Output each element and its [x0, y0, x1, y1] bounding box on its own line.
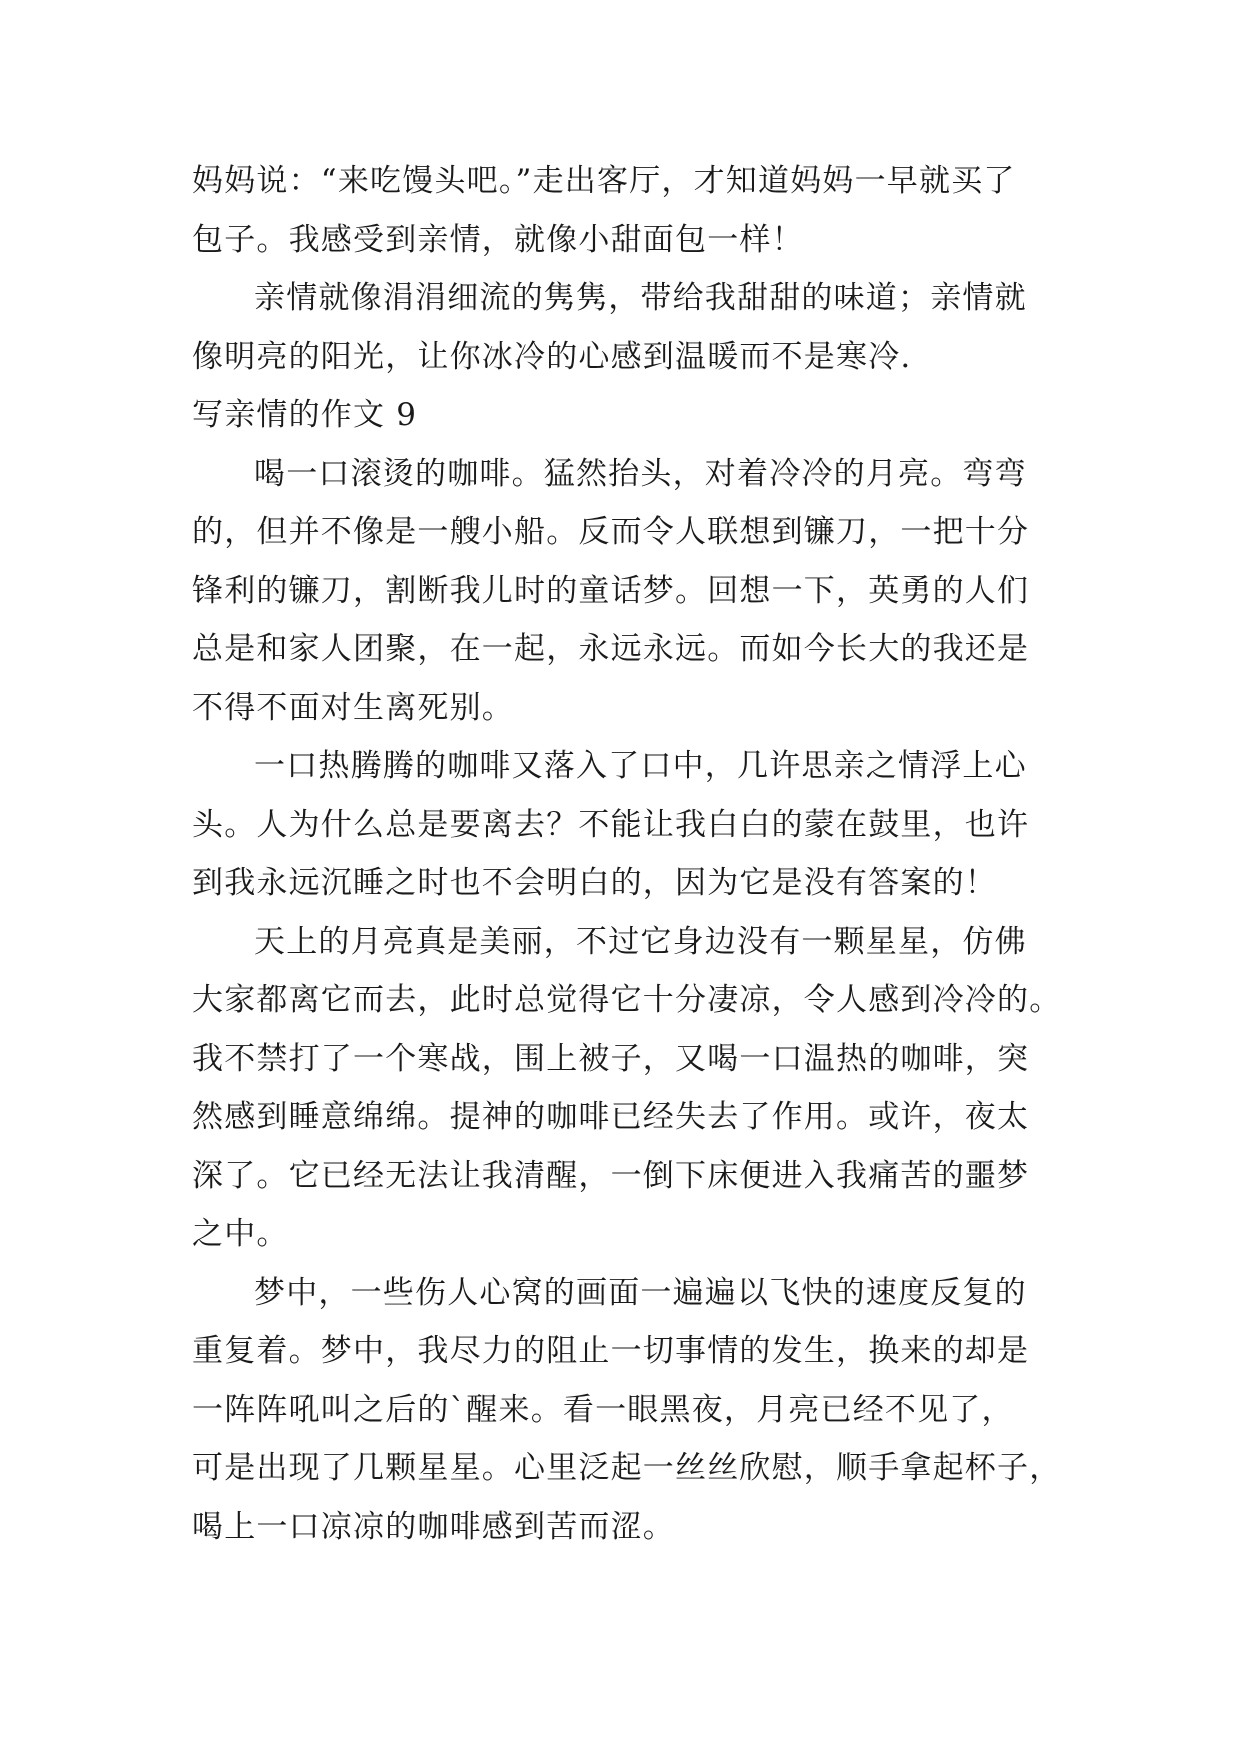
- text-line: 总是和家人团聚，在一起，永远永远。而如今长大的我还是: [192, 631, 1030, 667]
- text-line: 不得不面对生离死别。: [192, 689, 514, 726]
- text-line: 亲情就像涓涓细流的隽隽，带给我甜甜的味道；亲情就: [254, 280, 1027, 316]
- text-line: 之中。: [192, 1216, 289, 1252]
- text-line: 的，但并不像是一艘小船。反而令人联想到镰刀，一把十分: [192, 514, 1030, 550]
- text-line: 然感到睡意绵绵。提神的咖啡已经失去了作用。或许，夜太: [192, 1099, 1030, 1135]
- text-line: 包子。我感受到亲情，就像小甜面包一样！: [192, 221, 804, 258]
- document-body: [192, 152, 1062, 1556]
- text-line: 我不禁打了一个寒战，围上被子，又喝一口温热的咖啡，突: [192, 1040, 1030, 1077]
- text-line: 锋利的镰刀，割断我儿时的童话梦。回想一下，英勇的人们: [192, 572, 1030, 609]
- text-line: 像明亮的阳光，让你冰冷的心感到温暖而不是寒冷.: [192, 338, 912, 375]
- text-line: 头。人为什么总是要离去？不能让我白白的蒙在鼓里，也许: [192, 806, 1030, 843]
- text-line: 一阵阵吼叫之后的`醒来。看一眼黑夜，月亮已经不见了，: [192, 1391, 1014, 1428]
- text-line: 到我永远沉睡之时也不会明白的，因为它是没有答案的！: [192, 865, 997, 901]
- text-line: 天上的月亮真是美丽，不过它身边没有一颗星星，仿佛: [254, 923, 1027, 960]
- text-line: 可是出现了几颗星星。心里泛起一丝丝欣慰，顺手拿起杯子，: [192, 1450, 1062, 1486]
- text-line: 大家都离它而去，此时总觉得它十分凄凉，令人感到冷冷的。: [192, 982, 1062, 1018]
- text-line: 重复着。梦中，我尽力的阻止一切事情的发生，换来的却是: [192, 1333, 1030, 1369]
- section-heading: 写亲情的作文 9: [192, 397, 418, 433]
- text-line: 一口热腾腾的咖啡又落入了口中，几许思亲之情浮上心: [254, 748, 1027, 784]
- text-line: 深了。它已经无法让我清醒，一倒下床便进入我痛苦的噩梦: [192, 1157, 1030, 1194]
- text-line: 喝一口滚烫的咖啡。猛然抬头，对着冷冷的月亮。弯弯: [254, 455, 1027, 492]
- text-line: 梦中，一些伤人心窝的画面一遍遍以飞快的速度反复的: [254, 1274, 1027, 1311]
- text-line: 喝上一口凉凉的咖啡感到苦而涩。: [192, 1508, 675, 1545]
- text-line: 妈妈说：“来吃馒头吧。”走出客厅，才知道妈妈一早就买了: [192, 163, 1016, 199]
